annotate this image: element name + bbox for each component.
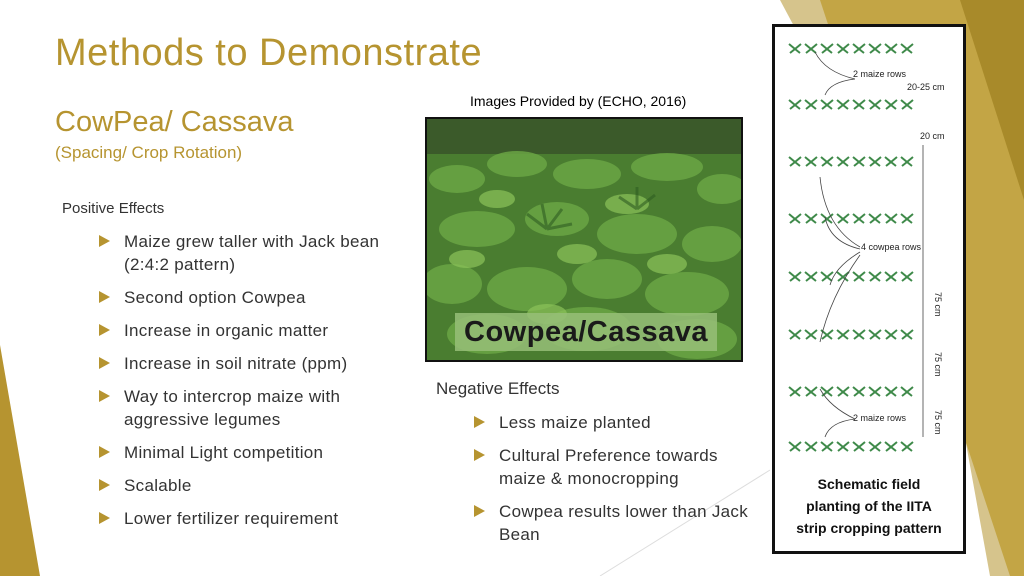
plant-glyph <box>885 272 897 281</box>
plant-glyph <box>885 442 897 451</box>
plant-glyph <box>885 387 897 396</box>
list-item <box>99 385 399 431</box>
plant-glyph <box>837 330 849 339</box>
list-item <box>474 444 764 490</box>
photo-caption: Cowpea/Cassava <box>455 313 717 351</box>
plant-glyph <box>805 44 817 53</box>
plant-glyph <box>805 100 817 109</box>
plant-glyph <box>901 387 913 396</box>
plant-glyph <box>901 157 913 166</box>
bullet-arrow-icon <box>99 235 110 247</box>
bullet-arrow-icon <box>99 291 110 303</box>
cowpea-rows-label: 4 cowpea rows <box>861 242 922 252</box>
cowpea-cassava-photo <box>425 117 743 362</box>
strip-cropping-schematic <box>772 24 966 554</box>
negative-effects-label: Negative Effects <box>436 379 560 398</box>
bullet-arrow-icon <box>99 479 110 491</box>
plant-glyph <box>805 214 817 223</box>
plant-glyph <box>837 157 849 166</box>
schematic-title-line: Schematic field <box>817 476 921 492</box>
plant-glyph <box>805 387 817 396</box>
list-item <box>99 441 399 464</box>
plant-glyph <box>821 214 833 223</box>
bullet-arrow-icon <box>99 357 110 369</box>
list-item-text: Increase in organic matter <box>124 321 329 340</box>
list-item-text: Cultural Preference towards maize & monocropping <box>499 446 718 488</box>
list-item-text: Second option Cowpea <box>124 288 306 307</box>
plant-glyph <box>901 100 913 109</box>
plant-glyph <box>821 157 833 166</box>
plant-glyph <box>869 272 881 281</box>
plant-glyph <box>789 272 801 281</box>
list-item-text: Lower fertilizer requirement <box>124 509 339 528</box>
list-item-text: Maize grew taller with Jack bean (2:4:2 pattern) <box>124 232 380 274</box>
plant-glyph <box>805 442 817 451</box>
spacing-75-label-b: 75 cm <box>933 352 943 377</box>
plant-glyph <box>853 157 865 166</box>
plant-glyph <box>789 44 801 53</box>
plant-glyph <box>805 272 817 281</box>
plant-glyph <box>789 157 801 166</box>
plant-glyph <box>821 442 833 451</box>
plant-glyph <box>837 44 849 53</box>
plant-glyph <box>821 100 833 109</box>
list-item <box>99 319 399 342</box>
plant-glyph <box>837 214 849 223</box>
list-item-text: Cowpea results lower than Jack Bean <box>499 502 749 544</box>
plant-glyph <box>901 44 913 53</box>
plant-glyph <box>869 330 881 339</box>
plant-glyph <box>837 442 849 451</box>
plant-glyph <box>869 214 881 223</box>
plant-glyph <box>853 214 865 223</box>
schematic-title-line: planting of the IITA <box>806 498 932 514</box>
plant-glyph <box>789 387 801 396</box>
plant-glyph <box>821 387 833 396</box>
list-item-text: Increase in soil nitrate (ppm) <box>124 354 348 373</box>
list-item <box>474 411 764 434</box>
plant-glyph <box>901 442 913 451</box>
plant-glyph <box>805 330 817 339</box>
slide-subtitle: CowPea/ Cassava <box>55 106 294 138</box>
plant-glyph <box>853 330 865 339</box>
planting-rows-diagram <box>775 27 963 467</box>
list-item <box>99 352 399 375</box>
plant-glyph <box>837 100 849 109</box>
spacing-75-label-c: 75 cm <box>933 410 943 435</box>
image-credit: Images Provided by (ECHO, 2016) <box>470 93 687 109</box>
plant-glyph <box>901 330 913 339</box>
plant-glyph <box>821 272 833 281</box>
spacing-20-label: 20 cm <box>920 131 945 141</box>
plant-glyph <box>853 272 865 281</box>
plant-glyph <box>789 100 801 109</box>
bullet-arrow-icon <box>474 505 485 517</box>
positive-effects-label: Positive Effects <box>62 200 165 217</box>
schematic-title <box>775 473 963 539</box>
plant-glyph <box>869 44 881 53</box>
schematic-title-line: strip cropping pattern <box>796 520 942 536</box>
plant-glyph <box>869 157 881 166</box>
list-item <box>99 507 399 530</box>
plant-glyph <box>869 100 881 109</box>
plant-glyph <box>853 387 865 396</box>
plant-glyph <box>853 44 865 53</box>
list-item <box>474 500 764 546</box>
plant-glyph <box>837 272 849 281</box>
plant-glyph <box>869 387 881 396</box>
plant-glyph <box>885 157 897 166</box>
plant-glyph <box>901 214 913 223</box>
list-item-text: Less maize planted <box>499 413 651 432</box>
list-item-text: Way to intercrop maize with aggressive legumes <box>124 387 341 429</box>
plant-glyph <box>869 442 881 451</box>
spacing-20-25-label: 20-25 cm <box>907 82 945 92</box>
bullet-arrow-icon <box>99 390 110 402</box>
slide-title: Methods to Demonstrate <box>55 32 483 74</box>
bullet-arrow-icon <box>474 416 485 428</box>
plant-glyph <box>837 387 849 396</box>
bullet-arrow-icon <box>99 512 110 524</box>
maize-rows-bottom-label: 2 maize rows <box>853 413 907 423</box>
negative-effects-list <box>474 411 764 556</box>
plant-glyph <box>853 100 865 109</box>
bullet-arrow-icon <box>99 446 110 458</box>
plant-glyph <box>789 442 801 451</box>
plant-glyph <box>885 214 897 223</box>
list-item <box>99 230 399 276</box>
list-item-text: Scalable <box>124 476 192 495</box>
plant-glyph <box>901 272 913 281</box>
plant-glyph <box>885 330 897 339</box>
plant-glyph <box>789 214 801 223</box>
plant-glyph <box>853 442 865 451</box>
spacing-75-label-a: 75 cm <box>933 292 943 317</box>
positive-effects-list <box>99 230 399 540</box>
plant-glyph <box>885 44 897 53</box>
maize-rows-top-label: 2 maize rows <box>853 69 907 79</box>
plant-glyph <box>821 44 833 53</box>
list-item-text: Minimal Light competition <box>124 443 324 462</box>
bullet-arrow-icon <box>99 324 110 336</box>
plant-glyph <box>789 330 801 339</box>
bullet-arrow-icon <box>474 449 485 461</box>
list-item <box>99 286 399 309</box>
plant-glyph <box>885 100 897 109</box>
slide-subnote: (Spacing/ Crop Rotation) <box>55 143 243 162</box>
plant-glyph <box>805 157 817 166</box>
list-item <box>99 474 399 497</box>
